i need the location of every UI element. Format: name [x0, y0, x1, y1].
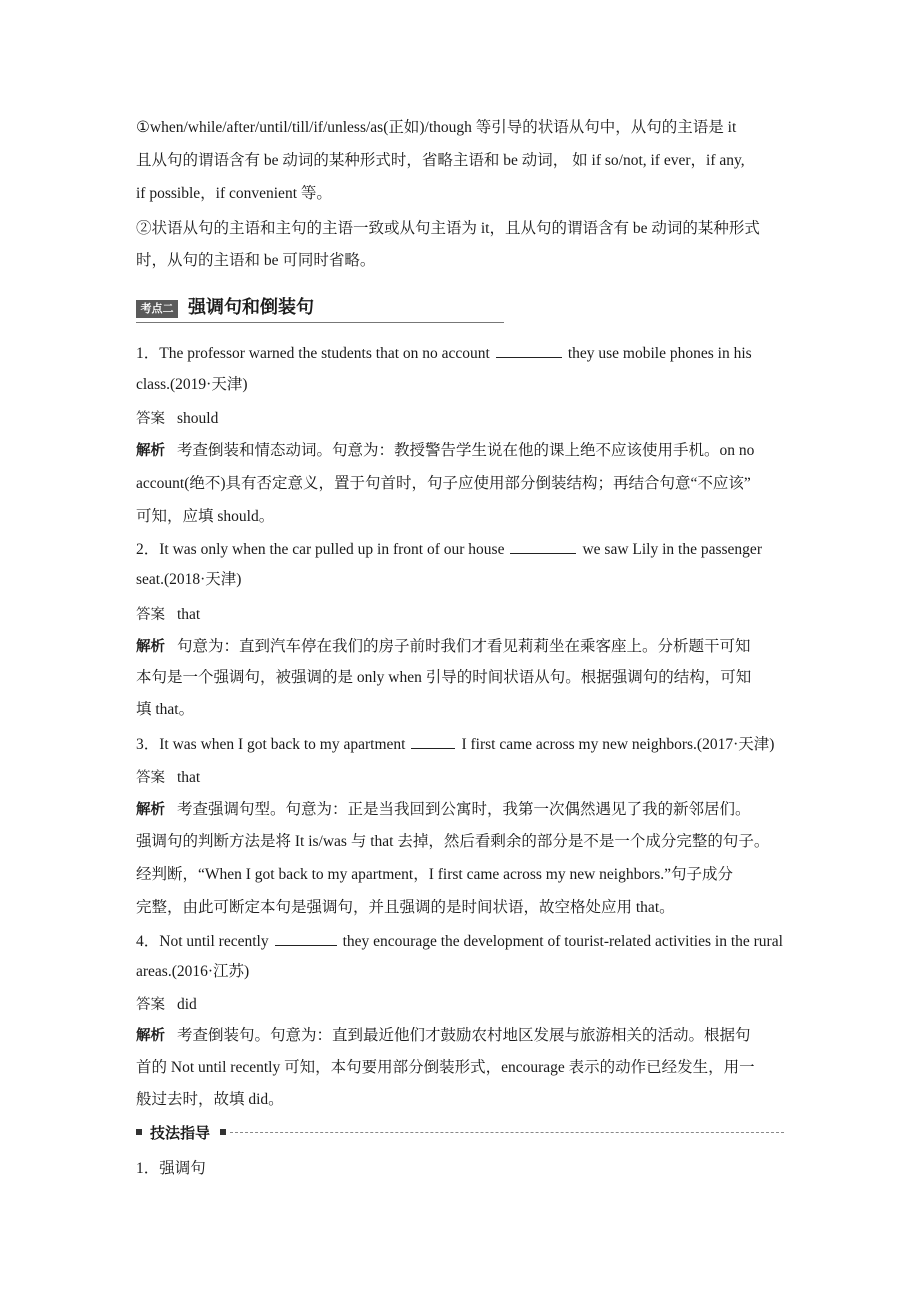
analysis-text: 句意为：直到汽车停在我们的房子前时我们才看见莉莉坐在乘客座上。分析题干可知 [177, 638, 751, 655]
question-3-text-after: I first came across my new neighbors.(2017·天津) [461, 736, 775, 753]
analysis-label: 解析 [136, 639, 165, 655]
answer-value: that [177, 606, 201, 623]
question-2-text: 2．It was only when the car pulled up in front of our house [136, 541, 505, 558]
square-bullet-icon [136, 1129, 142, 1135]
question-3-line1 [136, 733, 796, 756]
tips-title: 技法指导 [150, 1124, 211, 1142]
question-3-analysis-line4: 完整，由此可断定本句是强调句，并且强调的是时间状语，故空格处应用 that。 [136, 899, 675, 916]
question-1-text: 1．The professor warned the students that on no account [136, 345, 490, 362]
answer-blank [411, 733, 455, 749]
question-2-text-after: we saw Lily in the passenger [582, 541, 762, 558]
intro-rule2-line2: 时，从句的主语和 be 可同时省略。 [136, 252, 376, 269]
analysis-text: 考查倒装句。句意为：直到最近他们才鼓励农村地区发展与旅游相关的活动。根据句 [177, 1027, 751, 1044]
question-1-line1 [136, 342, 796, 365]
answer-label: 答案 [136, 411, 165, 427]
question-1-text-after: they use mobile phones in his [567, 345, 752, 362]
question-4-analysis-line2: 首的 Not until recently 可知，本句要用部分倒装形式，encourage 表示的动作已经发生，用一 [136, 1059, 755, 1076]
question-3-analysis-line1 [136, 799, 796, 821]
answer-value: should [177, 410, 219, 427]
question-4-analysis-line1 [136, 1025, 796, 1047]
intro-rule2-line1: ②状语从句的主语和主句的主语一致或从句主语为 it，且从句的谓语含有 be 动词的某种形式 [136, 220, 760, 237]
answer-blank [496, 342, 562, 358]
question-4-text-after: they encourage the development of tourist-related activities in the rural [342, 933, 783, 950]
section-header [136, 296, 504, 323]
question-1-analysis-line1 [136, 440, 796, 462]
question-4-line1 [136, 930, 796, 953]
answer-label: 答案 [136, 607, 165, 623]
answer-label: 答案 [136, 997, 165, 1013]
answer-blank [275, 930, 337, 946]
divider [230, 1132, 784, 1133]
intro-rule1-line1: ①when/while/after/until/till/if/unless/as(正如)/though 等引导的状语从句中，从句的主语是 it [136, 119, 737, 136]
question-2-analysis-line1 [136, 636, 796, 658]
question-2-line1 [136, 538, 796, 561]
section-tag: 考点二 [136, 300, 178, 318]
intro-rule1-line3: if possible，if convenient 等。 [136, 185, 332, 202]
answer-blank [510, 538, 576, 554]
analysis-label: 解析 [136, 443, 165, 459]
question-2-analysis-line2: 本句是一个强调句，被强调的是 only when 引导的时间状语从句。根据强调句的结构，可知 [136, 669, 752, 686]
question-4-text: 4．Not until recently [136, 933, 269, 950]
question-3-analysis-line2: 强调句的判断方法是将 It is/was 与 that 去掉，然后看剩余的部分是不是一个成分完整的句子。 [136, 833, 770, 850]
question-3-text: 3．It was when I got back to my apartment [136, 736, 406, 753]
question-4-answer [136, 994, 796, 1016]
analysis-label: 解析 [136, 1028, 165, 1044]
tips-item-1: 1．强调句 [136, 1160, 206, 1177]
section-title: 强调句和倒装句 [188, 297, 314, 318]
answer-value: that [177, 769, 201, 786]
analysis-text: 考查倒装和情态动词。句意为：教授警告学生说在他的课上绝不应该使用手机。on no [177, 442, 755, 459]
question-3-answer [136, 767, 796, 789]
question-1-analysis-line2: account(绝不)具有否定意义，置于句首时，句子应使用部分倒装结构；再结合句意“不应该” [136, 475, 751, 492]
question-2-answer [136, 604, 796, 626]
intro-rule1-line2: 且从句的谓语含有 be 动词的某种形式时，省略主语和 be 动词， 如 if so/not, if ever，if any, [136, 152, 745, 169]
question-4-analysis-line3: 般过去时，故填 did。 [136, 1091, 284, 1108]
analysis-label: 解析 [136, 802, 165, 818]
question-1-line2: class.(2019·天津) [136, 376, 248, 393]
tips-header [136, 1122, 784, 1144]
question-1-answer [136, 408, 796, 430]
question-2-line2: seat.(2018·天津) [136, 571, 242, 588]
analysis-text: 考查强调句型。句意为：正是当我回到公寓时，我第一次偶然遇见了我的新邻居们。 [177, 801, 751, 818]
square-bullet-icon [220, 1129, 226, 1135]
answer-value: did [177, 996, 197, 1013]
question-4-line2: areas.(2016·江苏) [136, 963, 250, 980]
answer-label: 答案 [136, 770, 165, 786]
question-2-analysis-line3: 填 that。 [136, 701, 195, 718]
question-3-analysis-line3: 经判断，“When I got back to my apartment，I first came across my new neighbors.”句子成分 [136, 866, 734, 883]
question-1-analysis-line3: 可知，应填 should。 [136, 508, 275, 525]
